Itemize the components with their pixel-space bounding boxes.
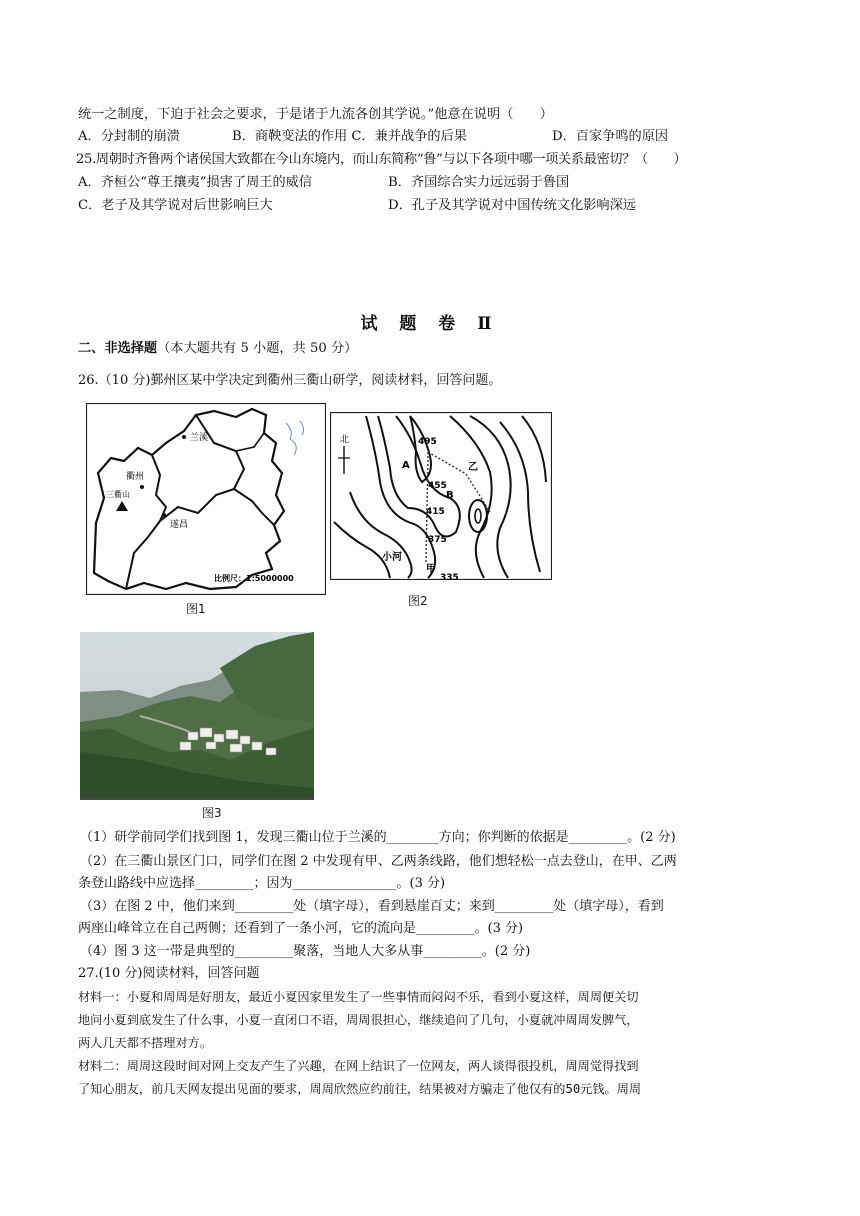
figure-2-contour-map — [330, 412, 552, 580]
section-heading: 二、非选择题 — [78, 341, 158, 356]
q26-sub3-line1: （3）在图 2 中，他们来到_________处（填字母），看到悬崖百丈；来到_________处（填字母），看到 — [80, 899, 664, 914]
contour-graphic — [330, 412, 552, 580]
figure-3-photo — [80, 632, 314, 798]
figure-1-caption: 图1 — [186, 602, 206, 616]
label-335: 335 — [440, 573, 459, 580]
q26-sub2-line1: （2）在三衢山景区门口，同学们在图 2 中发现有甲、乙两条线路，他们想轻松一点去登山，在甲、乙两 — [80, 854, 677, 869]
map-graphic — [86, 403, 326, 595]
village-photo-image — [80, 632, 314, 798]
label-lanxi: 兰溪 — [190, 433, 209, 443]
q24-option-a: A．分封制的崩溃 — [78, 129, 180, 144]
label-scale: 比例尺：1:5000000 — [214, 574, 294, 583]
q24-option-bc: B．商鞅变法的作用 C．兼并战争的后果 — [232, 129, 467, 144]
q26-stem: 26.（10 分)鄞州区某中学决定到衢州三衢山研学，阅读材料，回答问题。 — [78, 373, 502, 388]
label-suichang: 遂昌 — [170, 520, 189, 530]
label-north: 北 — [340, 435, 350, 445]
q26-sub3-line2: 两座山峰耸立在自己两侧；还看到了一条小河，它的流向是_________。(3 分) — [78, 921, 524, 936]
q26-sub2-line2: 条登山路线中应选择_________；因为________________。(3 分) — [78, 876, 446, 891]
q27-material2-line2: 了知心朋友，前几天网友提出见面的要求，周周欣然应约前往，结果被对方骗走了他仅有的50元钱。周周 — [78, 1082, 642, 1096]
label-jia: 甲 — [426, 564, 436, 575]
q27-material2-line1: 材料二：周周这段时间对网上交友产生了兴趣，在网上结识了一位网友，两人谈得很投机，周周觉得找到 — [78, 1059, 639, 1073]
section-note: （本大题共有 5 小题，共 50 分） — [157, 341, 358, 356]
q25-stem: 25.周朝时齐鲁两个诸侯国大致都在今山东境内，而山东简称“鲁”与以下各项中哪一项关系最密切？（ ） — [76, 152, 687, 167]
label-455: 455 — [428, 481, 447, 491]
figure-2-caption: 图2 — [408, 594, 428, 608]
q24-option-d: D．百家争鸣的原因 — [552, 129, 669, 144]
label-a: A — [402, 460, 410, 471]
label-b: B — [446, 490, 454, 501]
q26-sub1: （1）研学前同学们找到图 1，发现三衢山位于兰溪的________方向；你判断的依据是_________。(2 分) — [80, 830, 676, 845]
label-375: 375 — [428, 535, 447, 545]
q27-material1-line1: 材料一：小夏和周周是好朋友，最近小夏因家里发生了一些事情而闷闷不乐，看到小夏这样，周周便关切 — [78, 990, 639, 1004]
q27-material1-line3: 两人几天都不搭理对方。 — [78, 1036, 213, 1050]
label-quzhou: 衢州 — [126, 472, 145, 482]
figure-1-map — [86, 403, 326, 595]
label-sanqushan: 三衢山 — [106, 490, 130, 499]
label-river: 小河 — [382, 552, 402, 563]
figure-3-caption: 图3 — [202, 806, 222, 820]
q26-sub4: （4）图 3 这一带是典型的_________聚落，当地人大多从事_________。(2 分) — [80, 944, 531, 959]
section-heading-line — [78, 338, 357, 360]
q25-option-c: C．老子及其学说对后世影响巨大 — [78, 198, 273, 213]
q25-option-b: B．齐国综合实力远远弱于鲁国 — [388, 175, 570, 190]
q25-option-d: D．孔子及其学说对中国传统文化影响深远 — [388, 198, 636, 213]
section-title: 试 题 卷 Ⅱ — [360, 314, 500, 334]
label-yi: 乙 — [468, 462, 478, 473]
q27-material1-line2: 地问小夏到底发生了什么事，小夏一直闭口不语，周周很担心，继续追问了几句，小夏就冲周周发脾气， — [78, 1013, 639, 1027]
label-415: 415 — [426, 507, 445, 517]
label-495: 495 — [418, 437, 437, 447]
q25-option-a: A．齐桓公“尊王攘夷”损害了周王的威信 — [78, 175, 313, 190]
q24-stem-tail: 统一之制度，下迫于社会之要求，于是诸于九流各创其学说。”他意在说明（ ） — [78, 107, 553, 122]
q27-stem: 27.(10 分)阅读材料，回答问题 — [78, 966, 260, 981]
